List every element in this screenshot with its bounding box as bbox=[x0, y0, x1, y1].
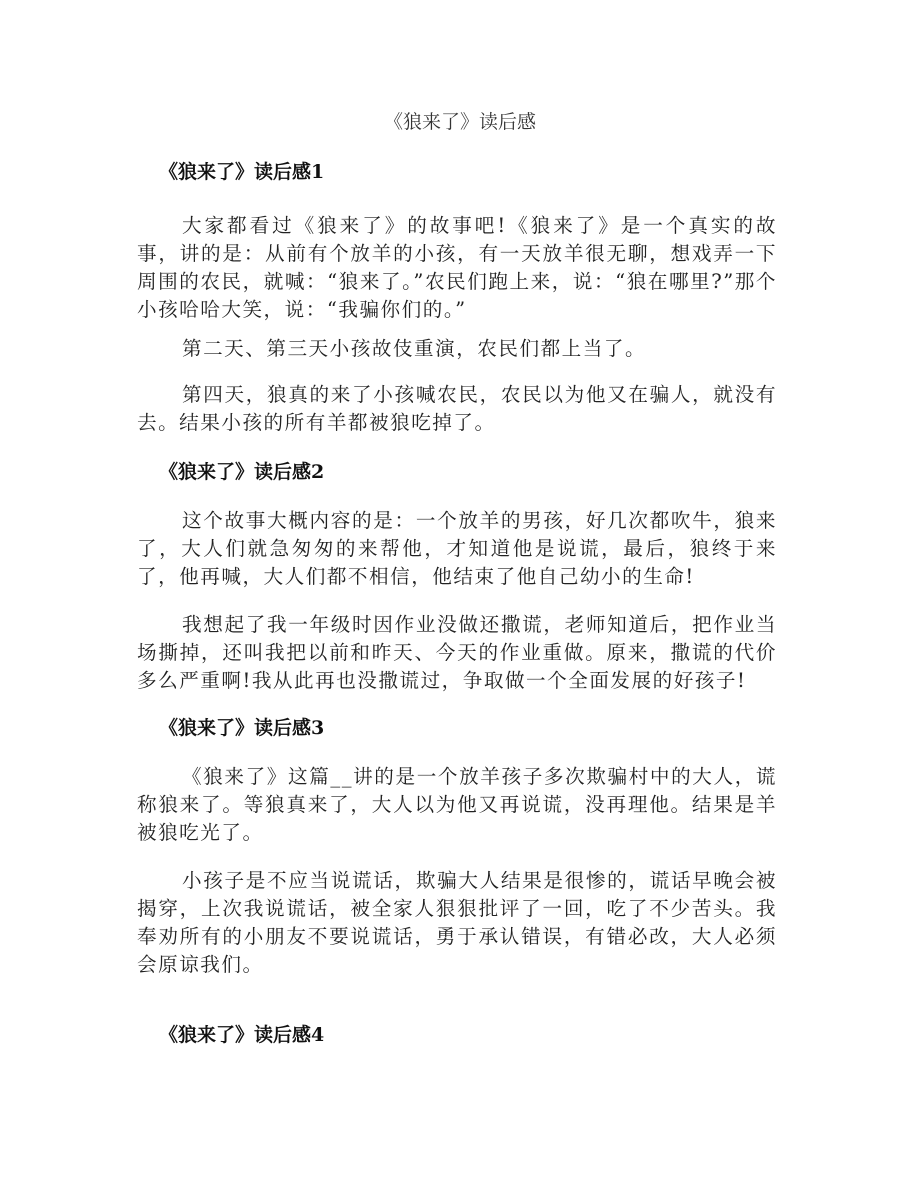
paragraph: 《狼来了》这篇__讲的是一个放羊孩子多次欺骗村中的大人，谎称狼来了。等狼真来了，大人以为他又再说谎，没再理他。结果是羊被狼吃光了。 bbox=[137, 765, 777, 844]
document-title: 《狼来了》读后感 bbox=[383, 111, 536, 133]
paragraph: 这个故事大概内容的是：一个放羊的男孩，好几次都吹牛，狼来了，大人们就急匆匆的来帮他，才知道他是说谎，最后，狼终于来了，他再喊，大人们都不相信，他结束了他自己幼小的生命! bbox=[137, 509, 777, 588]
section-heading-2: 《狼来了》读后感2 bbox=[159, 461, 325, 483]
paragraph: 第二天、第三天小孩故伎重演，农民们都上当了。 bbox=[182, 337, 647, 360]
section-heading-1: 《狼来了》读后感1 bbox=[159, 161, 325, 183]
paragraph: 大家都看过《狼来了》的故事吧!《狼来了》是一个真实的故事，讲的是：从前有个放羊的小孩，有一天放羊很无聊，想戏弄一下周围的农民，就喊：“狼来了。”农民们跑上来，说：“狼在哪里?”那个小孩哈哈大笑，说：“我骗你们的。” bbox=[137, 214, 777, 321]
paragraph: 第四天，狼真的来了小孩喊农民，农民以为他又在骗人，就没有去。结果小孩的所有羊都被狼吃掉了。 bbox=[137, 383, 777, 434]
paragraph: 我想起了我一年级时因作业没做还撒谎，老师知道后，把作业当场撕掉，还叫我把以前和昨天、今天的作业重做。原来，撒谎的代价多么严重啊!我从此再也没撒谎过，争取做一个全面发展的好孩子! bbox=[137, 613, 777, 692]
section-heading-4: 《狼来了》读后感4 bbox=[159, 1024, 325, 1046]
paragraph: 小孩子是不应当说谎话，欺骗大人结果是很惨的，谎话早晚会被揭穿，上次我说谎话，被全家人狠狠批评了一回，吃了不少苦头。我奉劝所有的小朋友不要说谎话，勇于承认错误，有错必改，大人必须会原谅我们。 bbox=[137, 869, 777, 976]
section-heading-3: 《狼来了》读后感3 bbox=[159, 717, 325, 739]
